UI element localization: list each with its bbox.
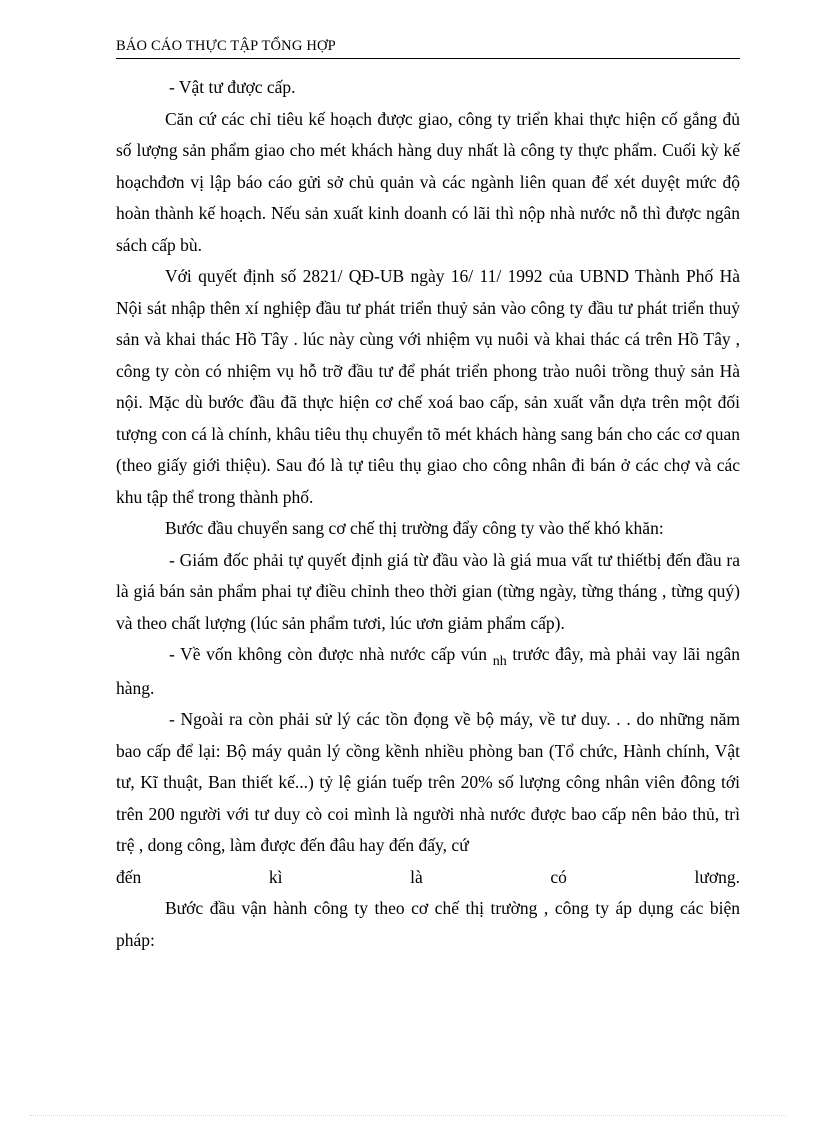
paragraph: - Giám đốc phải tự quyết định giá từ đầu vào là giá mua vất tư thiếtbị đến đầu ra là giá bán sản phẩm phai tự điều chỉnh theo thời gian (từng ngày, từng tháng , từng quý) và theo chất lượng (lúc sản phẩm tươi, lúc ươn giảm phẩm cấp).	[116, 549, 740, 633]
page-bottom-divider	[30, 1115, 786, 1116]
document-body	[116, 72, 740, 956]
paragraph: Bước đầu chuyển sang cơ chế thị trường đẩy công ty vào thế khó khăn:	[165, 518, 664, 538]
paragraph: Với quyết định số 2821/ QĐ-UB ngày 16/ 11/ 1992 của UBND Thành Phố Hà Nội sát nhập thên xí nghiệp đầu tư phát triển thuỷ sản vào công ty đầu tư phát triển thuỷ sản và khai thác Hồ Tây . lúc này cùng với nhiệm vụ nuôi và khai thác cá trên Hồ Tây , công ty còn có nhiệm vụ hỗ trỡ đầu tư để phát triển phong trào nuôi trồng thuỷ sản Hà nội. Mặc dù bước đầu đã thực hiện cơ chế xoá bao cấp, sản xuất vẫn dựa trên một đối tượng con cá là chính, khâu tiêu thụ chuyển tõ mét khách hàng sang bán cho các cơ quan (theo giấy giới thiệu). Sau đó là tự tiêu thụ giao cho công nhân đi bán ở các chợ và các khu tập thể trong thành phố.	[116, 266, 740, 507]
paragraph	[116, 639, 740, 704]
page-header	[116, 38, 740, 59]
paragraph-line: đến kì là có lương.	[116, 866, 740, 887]
header-title: BÁO CÁO THỰC TẬP TỔNG HỢP	[116, 38, 336, 54]
stray-text: nh	[492, 654, 507, 669]
paragraph-text: - Về vốn không còn được nhà nước cấp vún	[169, 644, 488, 664]
paragraph: Bước đầu vận hành công ty theo cơ chế thị trường , công ty áp dụng các biện pháp:	[116, 898, 740, 950]
paragraph: - Ngoài ra còn phải sử lý các tồn đọng về bộ máy, về tư duy. . . do những năm bao cấp để lại: Bộ máy quản lý cồng kềnh nhiều phòng ban (Tổ chức, Hành chính, Vật tư, Kĩ thuật, Ban thiết kế...) tỷ lệ gián tuếp trên 20% số lượng công nhân viên đông tới trên 200 người với tư duy cò coi mình là người nhà nước được bao cấp nên bảo thủ, trì trệ , dong công, làm được đến đâu hay đến đấy, cứ	[116, 709, 740, 855]
paragraph-text: trước đây, mà phải vay lãi ngân hàng.	[116, 644, 741, 698]
paragraph: - Vật tư được cấp.	[169, 77, 296, 97]
paragraph: Căn cứ các chỉ tiêu kế hoạch được giao, công ty triển khai thực hiện cố gắng đủ số lượng sản phẩm giao cho mét khách hàng duy nhất là công ty thực phẩm. Cuối kỳ kế hoạchđơn vị lập báo cáo gửi sở chủ quản và các ngành liên quan để xét duyệt mức độ hoàn thành kế hoạch. Nếu sản xuất kinh doanh có lãi thì nộp nhà nước nỗ thì được ngân sách cấp bù.	[116, 108, 740, 255]
